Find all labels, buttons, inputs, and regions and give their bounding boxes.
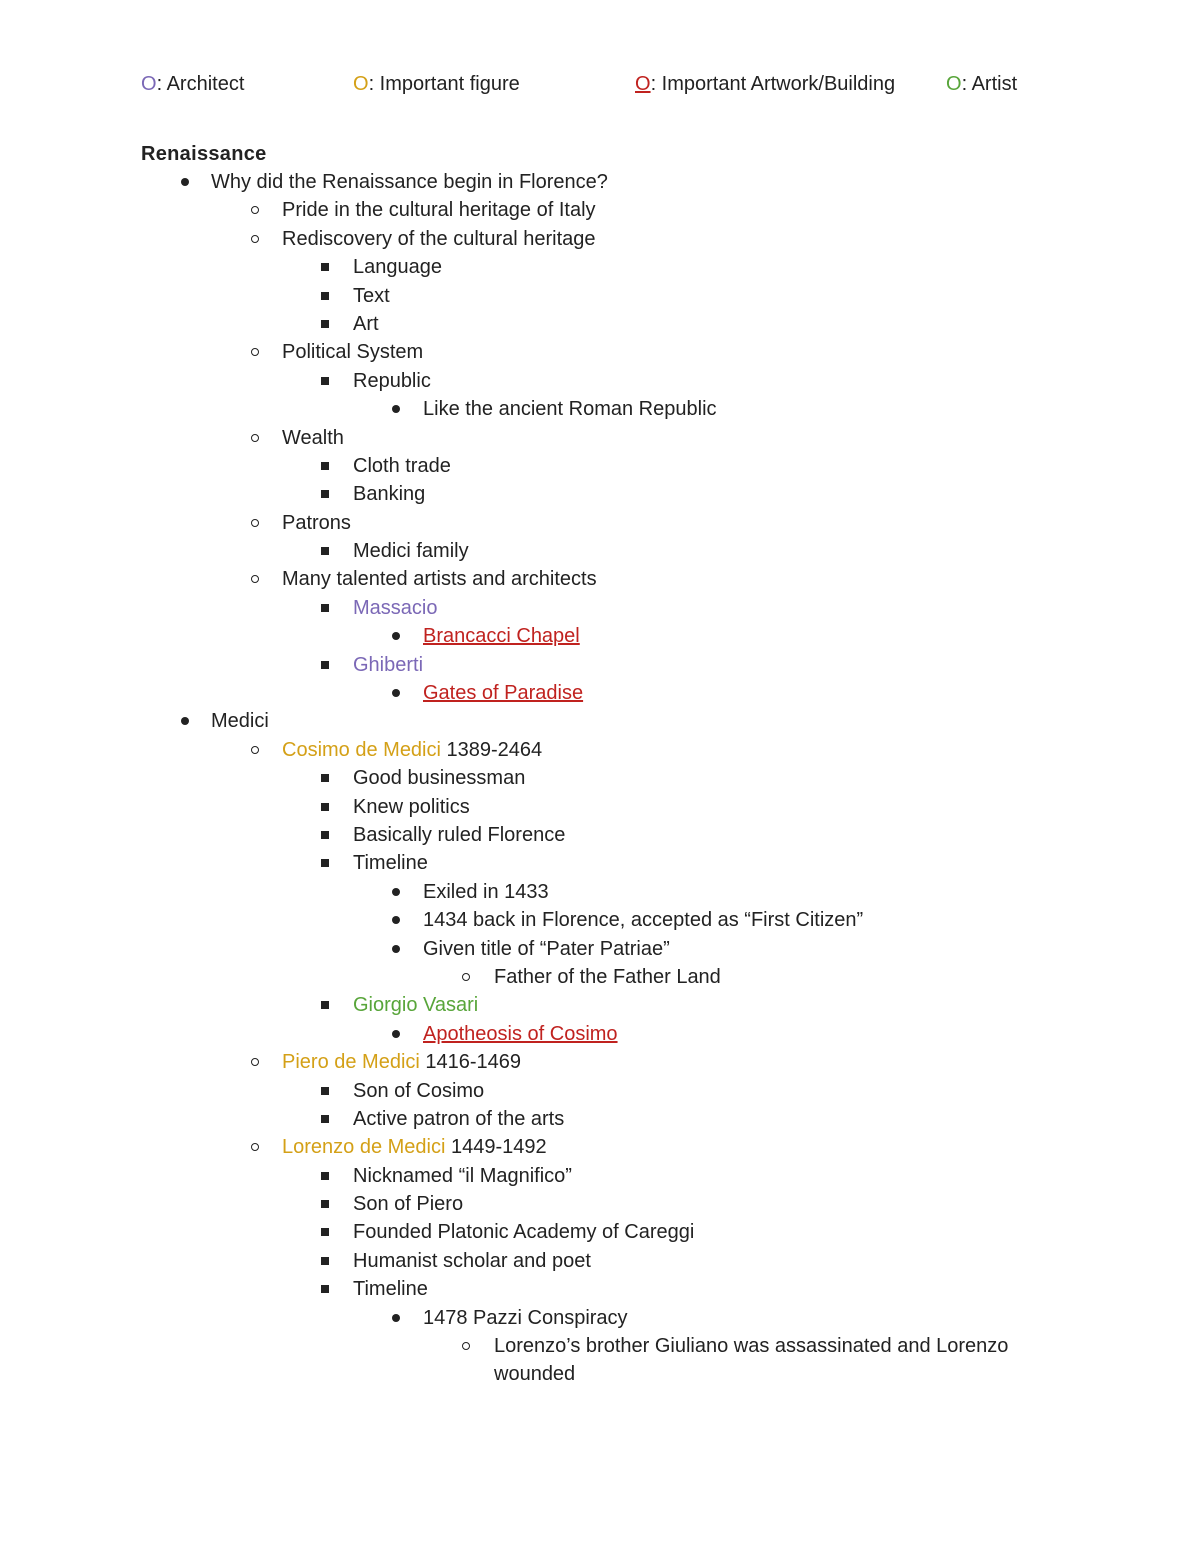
list-item: Knew politics [0, 793, 1200, 821]
list-item: Son of Cosimo [0, 1077, 1200, 1105]
bullet-icon [318, 1275, 332, 1303]
list-item: Exiled in 1433 [0, 878, 1200, 906]
bullet-icon [318, 452, 332, 480]
list-item: Cloth trade [0, 452, 1200, 480]
list-item [0, 622, 1200, 650]
bullet-icon [318, 1247, 332, 1275]
bullet-icon [248, 338, 262, 366]
list-item: Basically ruled Florence [0, 821, 1200, 849]
architect-name: Massacio [353, 596, 438, 619]
bullet-icon [318, 793, 332, 821]
list-item: Son of Piero [0, 1190, 1200, 1218]
legend-artwork-key: O [635, 73, 651, 95]
bullet-icon [318, 253, 332, 281]
list-item: Language [0, 253, 1200, 281]
legend-architect-label: : Architect [156, 73, 245, 95]
bullet-icon [318, 764, 332, 792]
bullet-icon [248, 1133, 262, 1161]
list-item [0, 1048, 1200, 1076]
list-item: Timeline [0, 1275, 1200, 1303]
legend-important-figure [353, 70, 520, 98]
artwork-link[interactable]: Gates of Paradise [423, 682, 584, 705]
bullet-icon [389, 878, 403, 906]
bullet-icon [389, 906, 403, 934]
list-item: Medici [0, 707, 1200, 735]
architect-name: Ghiberti [353, 653, 424, 676]
bullet-icon [389, 1304, 403, 1332]
artwork-link[interactable]: Brancacci Chapel [423, 625, 580, 648]
list-item: Father of the Father Land [0, 963, 1200, 991]
bullet-icon [318, 651, 332, 679]
bullet-icon [318, 594, 332, 622]
bullet-icon [318, 1105, 332, 1133]
list-item: Many talented artists and architects [0, 565, 1200, 593]
bullet-icon [248, 225, 262, 253]
bullet-icon [318, 1190, 332, 1218]
list-item: Wealth [0, 424, 1200, 452]
list-item: Humanist scholar and poet [0, 1247, 1200, 1275]
bullet-icon [318, 1218, 332, 1246]
bullet-icon [178, 168, 192, 196]
bullet-icon [459, 963, 473, 991]
list-item: Pride in the cultural heritage of Italy [0, 196, 1200, 224]
list-item: Patrons [0, 509, 1200, 537]
bullet-icon [318, 821, 332, 849]
list-item: 1434 back in Florence, accepted as “First Citizen” [0, 906, 1200, 934]
list-item: Banking [0, 480, 1200, 508]
legend-artist-label: : Artist [961, 73, 1018, 95]
section-title: Renaissance [141, 143, 267, 165]
legend-artist-key: O [946, 73, 962, 95]
bullet-icon [248, 736, 262, 764]
bullet-icon [389, 622, 403, 650]
figure-dates: 1389-2464 [440, 738, 543, 761]
figure-dates: 1416-1469 [419, 1051, 522, 1074]
legend-artwork-label: : Important Artwork/Building [650, 73, 896, 95]
bullet-icon [318, 849, 332, 877]
list-item: Good businessman [0, 764, 1200, 792]
legend-architect [141, 70, 244, 98]
list-item: Nicknamed “il Magnifico” [0, 1162, 1200, 1190]
bullet-icon [178, 707, 192, 735]
color-legend [0, 70, 1200, 98]
list-item: Timeline [0, 849, 1200, 877]
list-item: Active patron of the arts [0, 1105, 1200, 1133]
list-item: Rediscovery of the cultural heritage [0, 225, 1200, 253]
bullet-icon [389, 395, 403, 423]
bullet-icon [318, 282, 332, 310]
list-item: Like the ancient Roman Republic [0, 395, 1200, 423]
bullet-icon [248, 565, 262, 593]
bullet-icon [318, 367, 332, 395]
list-item: Medici family [0, 537, 1200, 565]
list-item: Political System [0, 338, 1200, 366]
bullet-icon [248, 1048, 262, 1076]
list-item [0, 651, 1200, 679]
list-item: Art [0, 310, 1200, 338]
artist-name: Giorgio Vasari [353, 994, 479, 1017]
list-item [0, 594, 1200, 622]
bullet-icon [318, 1162, 332, 1190]
bullet-icon [248, 509, 262, 537]
bullet-icon [318, 537, 332, 565]
list-item [0, 1133, 1200, 1161]
bullet-icon [318, 1077, 332, 1105]
bullet-icon [389, 679, 403, 707]
legend-architect-key: O [141, 73, 157, 95]
legend-figure-key: O [353, 73, 369, 95]
list-item: 1478 Pazzi Conspiracy [0, 1304, 1200, 1332]
figure-name: Lorenzo de Medici [282, 1136, 446, 1159]
outline-list [0, 168, 1200, 1389]
bullet-icon [318, 480, 332, 508]
artwork-link[interactable]: Apotheosis of Cosimo [423, 1022, 618, 1045]
list-item [0, 991, 1200, 1019]
figure-name: Piero de Medici [282, 1051, 420, 1074]
bullet-icon [459, 1332, 473, 1360]
figure-dates: 1449-1492 [445, 1136, 547, 1159]
legend-artist [946, 70, 1017, 98]
list-item: Text [0, 282, 1200, 310]
list-item: Founded Platonic Academy of Careggi [0, 1218, 1200, 1246]
list-item: Given title of “Pater Patriae” [0, 935, 1200, 963]
list-item [0, 679, 1200, 707]
bullet-icon [318, 991, 332, 1019]
list-item: Republic [0, 367, 1200, 395]
bullet-icon [248, 424, 262, 452]
list-item [0, 736, 1200, 764]
bullet-icon [389, 935, 403, 963]
legend-artwork [635, 70, 895, 98]
figure-name: Cosimo de Medici [282, 738, 441, 761]
list-item: Lorenzo’s brother Giuliano was assassinated and Lorenzo wounded [0, 1332, 1200, 1389]
list-item [0, 1020, 1200, 1048]
bullet-icon [248, 196, 262, 224]
list-item: Why did the Renaissance begin in Florence? [0, 168, 1200, 196]
legend-figure-label: : Important figure [368, 73, 520, 95]
bullet-icon [318, 310, 332, 338]
bullet-icon [389, 1020, 403, 1048]
